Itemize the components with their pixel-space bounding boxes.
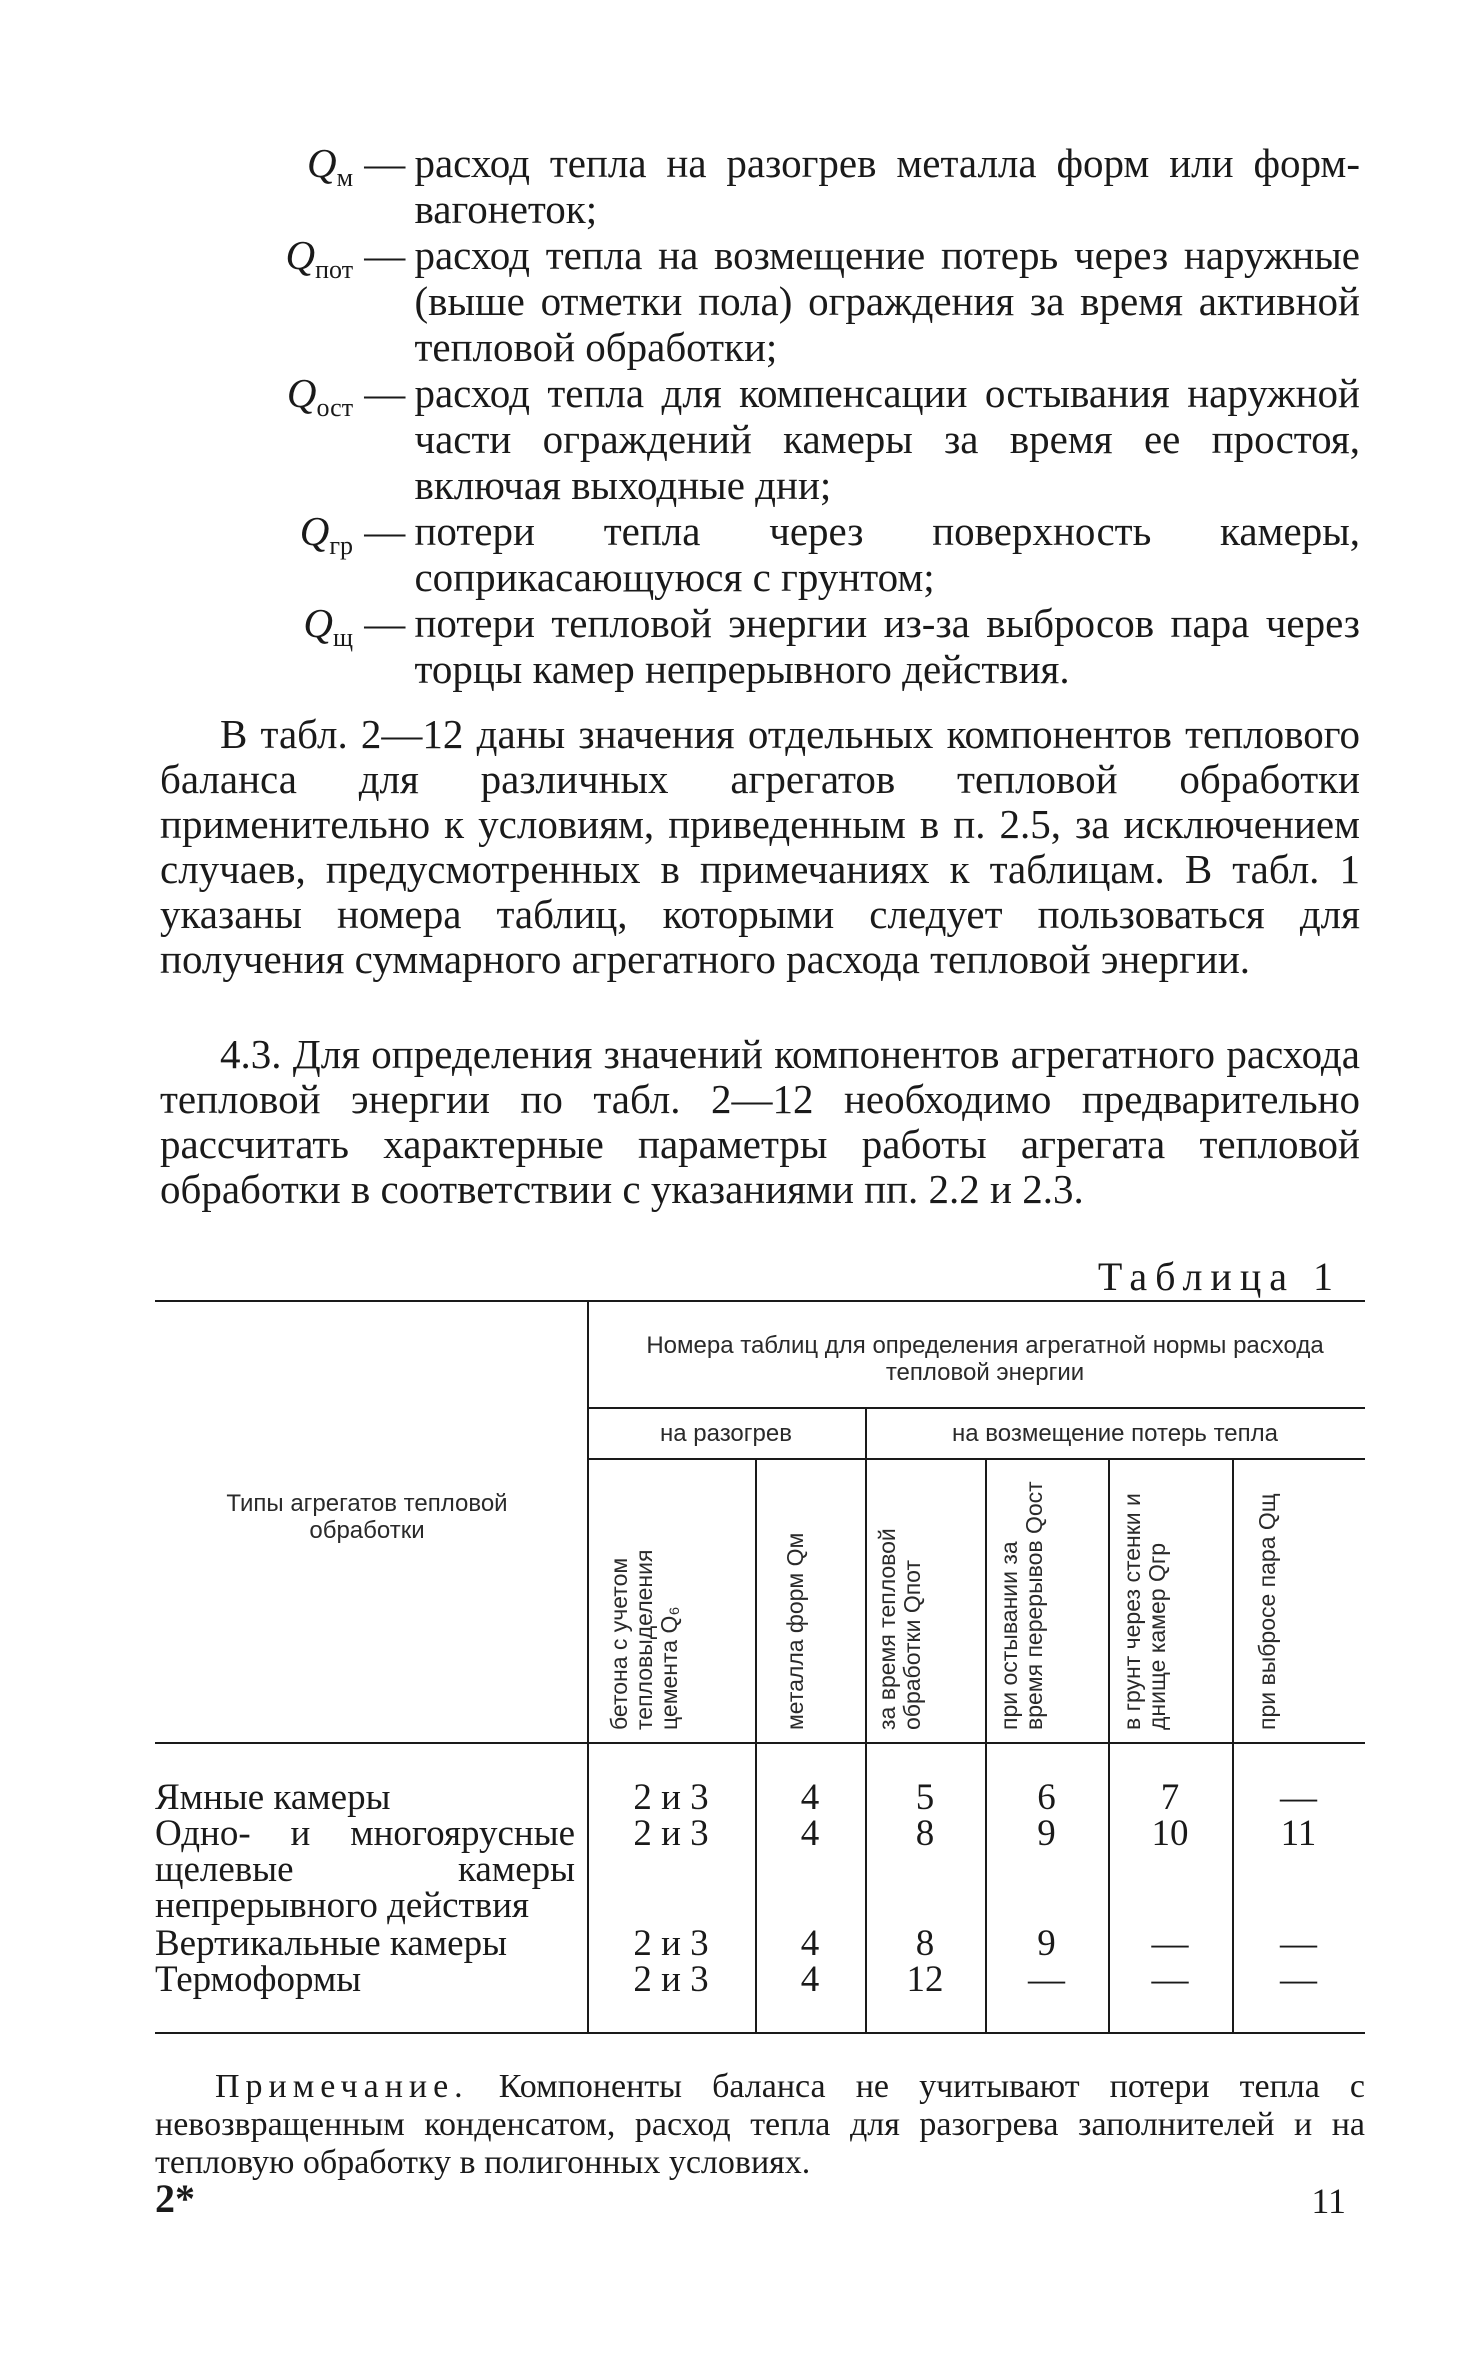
definition-text: расход тепла для компенсации остывания наружной части ограждений камеры за время ее простоя, включая выходные дни;: [414, 370, 1360, 508]
cell: 12: [906, 1959, 944, 2000]
table-top-rule: [155, 1300, 1365, 1302]
definition-symbol: $Q_{ост}$: [286, 370, 354, 423]
cell: —: [1280, 1777, 1317, 1818]
cell: 11: [1280, 1813, 1317, 1854]
cell: 8: [915, 1923, 935, 1964]
row-name-pit: Ямные камеры: [155, 1777, 391, 1818]
definition-item: [160, 232, 1360, 370]
definition-item: [160, 140, 1360, 232]
cell: —: [1280, 1959, 1317, 2000]
cell: 4: [800, 1923, 820, 1964]
table-note: [155, 2068, 1365, 2182]
note-text: Компоненты баланса не учитывают потери тепла с невозвращенным конденсатом, расход тепла для разогрева заполнителей и на тепловую обработку в полигонных условиях.: [155, 2068, 1366, 2181]
cell: 2 и 3: [633, 1813, 709, 1854]
cell: 8: [915, 1813, 935, 1854]
subheader-heat: на разогрев: [660, 1420, 792, 1447]
definition-item: [160, 508, 1360, 600]
cell: —: [1280, 1923, 1317, 1964]
group-header-rule: [587, 1407, 1365, 1409]
signature-mark: 2*: [155, 2176, 195, 2221]
col-divider: [587, 1300, 589, 2032]
definition-dash: —: [364, 232, 406, 278]
row-name-thermoform: Термоформы: [155, 1959, 362, 2000]
col-header-processing: за время тепловой обработки Qпот: [874, 1528, 925, 1730]
paragraph-tables-overview: В табл. 2—12 даны значения отдельных компонентов теплового баланса для различных агрегатов тепловой обработки применительно к условиям, приведенным в п. 2.5, за исключением случаев, предусмотренных в примечаниях к таблицам. В табл. 1 указаны номера таблиц, которыми следует пользоваться для получения суммарного агрегатного расхода тепловой энергии.: [160, 711, 1360, 982]
definition-text: расход тепла на разогрев металла форм или форм-вагонеток;: [414, 140, 1360, 232]
definition-symbol: $Q_{пот}$: [285, 232, 354, 285]
group-header: Номера таблиц для определения агрегатной нормы расхода тепловой энергии: [646, 1332, 1324, 1386]
symbol-definitions: [160, 140, 1360, 692]
subgroup-header-rule: [587, 1458, 1365, 1460]
definition-text: потери тепла через поверхность камеры, соприкасающуюся с грунтом;: [414, 508, 1360, 600]
col-header-metal: металла форм Qм: [782, 1532, 808, 1730]
note-label: Примечание.: [215, 2068, 469, 2105]
table-bottom-rule: [155, 2032, 1365, 2034]
col-header-steam: при выбросе пара Qщ: [1254, 1493, 1280, 1730]
col-header-ground: в грунт через стенки и днище камер Qгр: [1119, 1493, 1170, 1730]
definition-symbol: $Q_щ$: [303, 600, 354, 653]
cell: —: [1151, 1959, 1189, 2000]
row-name-slot: Одно- и многоярусные щелевые камеры непрерывного действия: [155, 1813, 575, 1926]
definition-text: потери тепловой энергии из-за выбросов пара через торцы камер непрерывного действия.: [414, 600, 1360, 692]
paragraph-4-3: 4.3. Для определения значений компонентов агрегатного расхода тепловой энергии по табл. 2—12 необходимо предварительно рассчитать характерные параметры работы агрегата тепловой обработки в соответствии с указаниями пп. 2.2 и 2.3.: [160, 1031, 1360, 1212]
row-header: Типы агрегатов тепловой обработки: [226, 1490, 508, 1544]
definition-dash: —: [364, 370, 406, 416]
cell: 2 и 3: [633, 1923, 709, 1964]
cell: —: [1028, 1959, 1065, 2000]
definition-symbol: $Q_м$: [307, 140, 354, 193]
col-header-concrete: бетона с учетом тепловыделения цемента Q₆: [606, 1549, 682, 1730]
cell: 9: [1037, 1813, 1056, 1854]
cell: 2 и 3: [633, 1777, 709, 1818]
col-header-cooling: при остывании за время перерывов Qост: [996, 1481, 1047, 1730]
row-name-vertical: Вертикальные камеры: [155, 1923, 507, 1964]
cell: 9: [1037, 1923, 1056, 1964]
cell: 4: [800, 1777, 820, 1818]
cell: 2 и 3: [633, 1959, 709, 2000]
definition-dash: —: [364, 508, 406, 554]
definition-text: расход тепла на возмещение потерь через наружные (выше отметки пола) ограждения за время активной тепловой обработки;: [414, 232, 1360, 370]
cell: 10: [1151, 1813, 1189, 1854]
cell: —: [1151, 1923, 1189, 1964]
definition-symbol: $Q_{гр}$: [299, 508, 354, 561]
page-number: 11: [1311, 2181, 1346, 2221]
definition-item: [160, 370, 1360, 508]
table-header-rule: [155, 1742, 1365, 1744]
table-caption: Таблица 1: [1097, 1254, 1341, 1299]
subheader-loss: на возмещение потерь тепла: [951, 1420, 1278, 1447]
cell: 5: [915, 1777, 935, 1818]
cell: 4: [800, 1813, 820, 1854]
definition-dash: —: [364, 140, 406, 186]
cell: 6: [1037, 1777, 1056, 1818]
cell: 4: [800, 1959, 820, 2000]
cell: 7: [1160, 1777, 1180, 1818]
definition-item: [160, 600, 1360, 692]
definition-dash: —: [364, 600, 406, 646]
